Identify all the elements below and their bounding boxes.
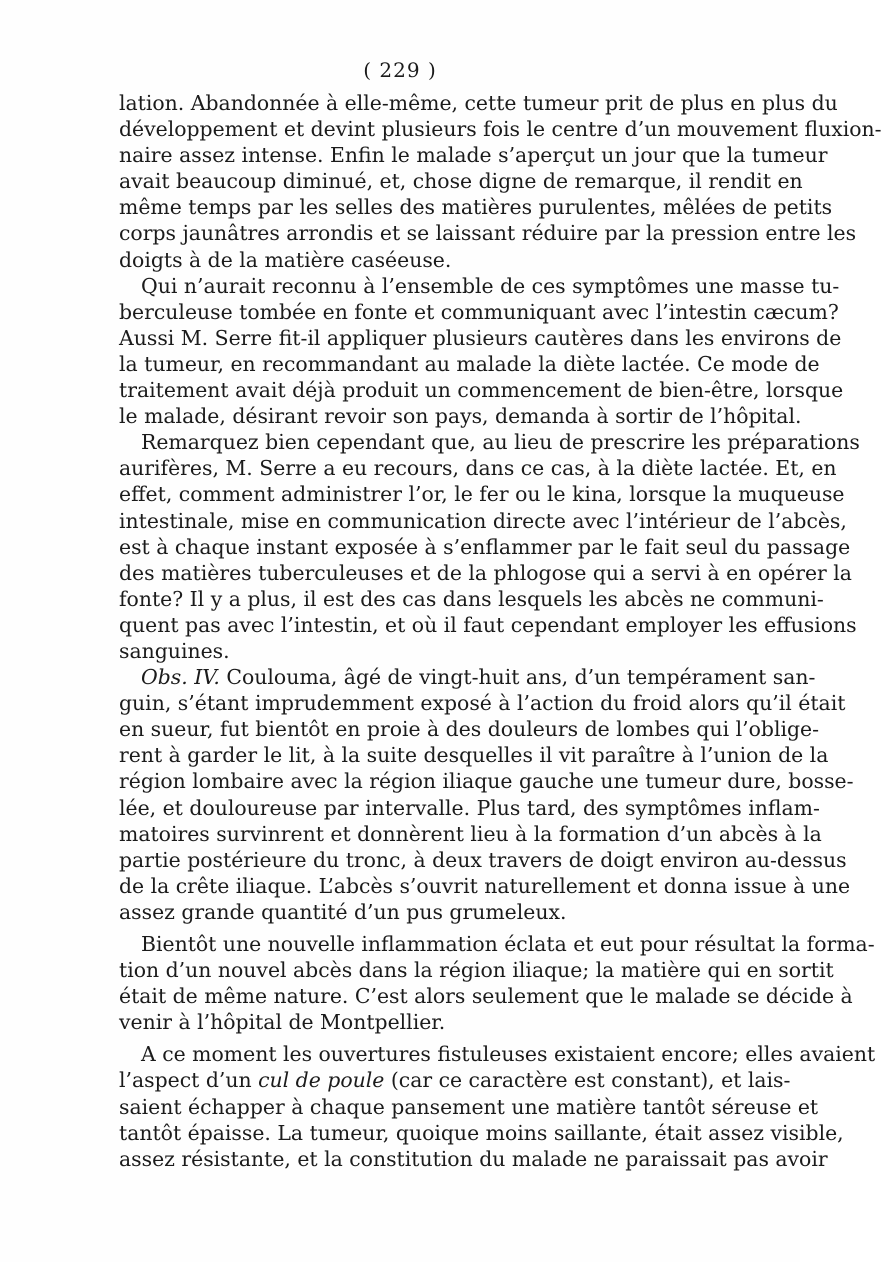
italic-phrase: cul de poule [258,1068,385,1093]
text-line: rent à garder le lit, à la suite desquelles il vit paraître à l’union de la [119,743,829,768]
paragraph-2 [119,273,844,430]
text-line: assez grande quantité d’un pus grumeleux. [119,899,567,924]
text-line: est à chaque instant exposée à s’enflammer par le fait seul du passage [119,534,851,559]
text-line: A ce moment les ouvertures fistuleuses existaient encore; elles avaient [141,1042,876,1067]
text-line: guin, s’étant imprudemment exposé à l’action du froid alors qu’il était [119,691,846,716]
text-line: en sueur, fut bientôt en proie à des douleurs de lombes qui l’oblige- [119,717,820,742]
text-line: assez résistante, et la constitution du malade ne paraissait pas avoir [119,1146,828,1171]
page-number: ( 229 ) [363,58,437,82]
text-span: (car ce caractère est constant), et lais- [390,1068,791,1093]
text-line: le malade, désirant revoir son pays, demanda à sortir de l’hôpital. [119,404,802,429]
text-line [119,1067,791,1093]
text-line: sanguines. [119,638,230,663]
text-line: tantôt épaisse. La tumeur, quoique moins saillante, était assez visible, [119,1120,844,1145]
text-line: lation. Abandonnée à elle-même, cette tumeur prit de plus en plus du [119,91,838,115]
text-line: lée, et douloureuse par intervalle. Plus tard, des symptômes inflam- [119,795,820,820]
text-line: Aussi M. Serre fit-il appliquer plusieurs cautères dans les environs de [119,325,842,350]
text-line: la tumeur, en recommandant au malade la diète lactée. Ce mode de [119,351,820,376]
text-line: région lombaire avec la région iliaque gauche une tumeur dure, bosse- [119,769,854,794]
text-line: même temps par les selles des matières purulentes, mêlées de petits [119,195,833,220]
paragraph-obs-iv [119,664,854,925]
text-line: était de même nature. C’est alors seulement que le malade se décide à [119,984,853,1009]
text-line: Qui n’aurait reconnu à l’ensemble de ces symptômes une masse tu- [141,273,840,298]
text-line: tion d’un nouvel abcès dans la région iliaque; la matière qui en sortit [119,958,834,983]
text-line: corps jaunâtres arrondis et se laissant réduire par la pression entre les [119,221,857,246]
text-line: développement et devint plusieurs fois le centre d’un mouvement fluxion- [119,117,882,142]
text-span: l’aspect d’un [119,1068,252,1093]
text-line: fonte? Il y a plus, il est des cas dans lesquels les abcès ne communi- [119,586,824,611]
text-line: effet, comment administrer l’or, le fer ou le kina, lorsque la muqueuse [119,482,845,507]
text-line: Remarquez bien cependant que, au lieu de prescrire les préparations [141,430,860,455]
paragraph-1 [119,90,882,273]
paragraph-6 [119,1041,876,1171]
paragraph-5 [119,931,875,1035]
text-line: de la crête iliaque. L’abcès s’ouvrit naturellement et donna issue à une [119,873,851,898]
text-line: doigts à de la matière caséeuse. [119,247,452,272]
text-line: des matières tuberculeuses et de la phlogose qui a servi à en opérer la [119,560,852,585]
paragraph-3 [119,429,860,664]
text-line: intestinale, mise en communication directe avec l’intérieur de l’abcès, [119,508,847,533]
text-line: avait beaucoup diminué, et, chose digne de remarque, il rendit en [119,169,803,194]
text-line: matoires survinrent et donnèrent lieu à la formation d’un abcès à la [119,821,822,846]
text-line: naire assez intense. Enfin le malade s’aperçut un jour que la tumeur [119,143,828,168]
text-line: venir à l’hôpital de Montpellier. [119,1010,446,1035]
text-line: aurifères, M. Serre a eu recours, dans ce cas, à la diète lactée. Et, en [119,456,837,481]
body-text [119,90,882,1172]
obs-label: Obs. IV. [141,665,220,690]
text-line: berculeuse tombée en fonte et communiquant avec l’intestin cæcum? [119,299,839,324]
text-line: traitement avait déjà produit un commencement de bien-être, lorsque [119,378,844,403]
text-line [119,664,816,690]
text-line: partie postérieure du tronc, à deux travers de doigt environ au-dessus [119,847,847,872]
text-span: Coulouma, âgé de vingt-huit ans, d’un tempérament san- [226,665,816,690]
text-line: quent pas avec l’intestin, et où il faut cependant employer les effusions [119,612,857,637]
text-line: Bientôt une nouvelle inflammation éclata et eut pour résultat la forma- [141,932,875,956]
text-line: saient échapper à chaque pansement une matière tantôt séreuse et [119,1094,819,1119]
